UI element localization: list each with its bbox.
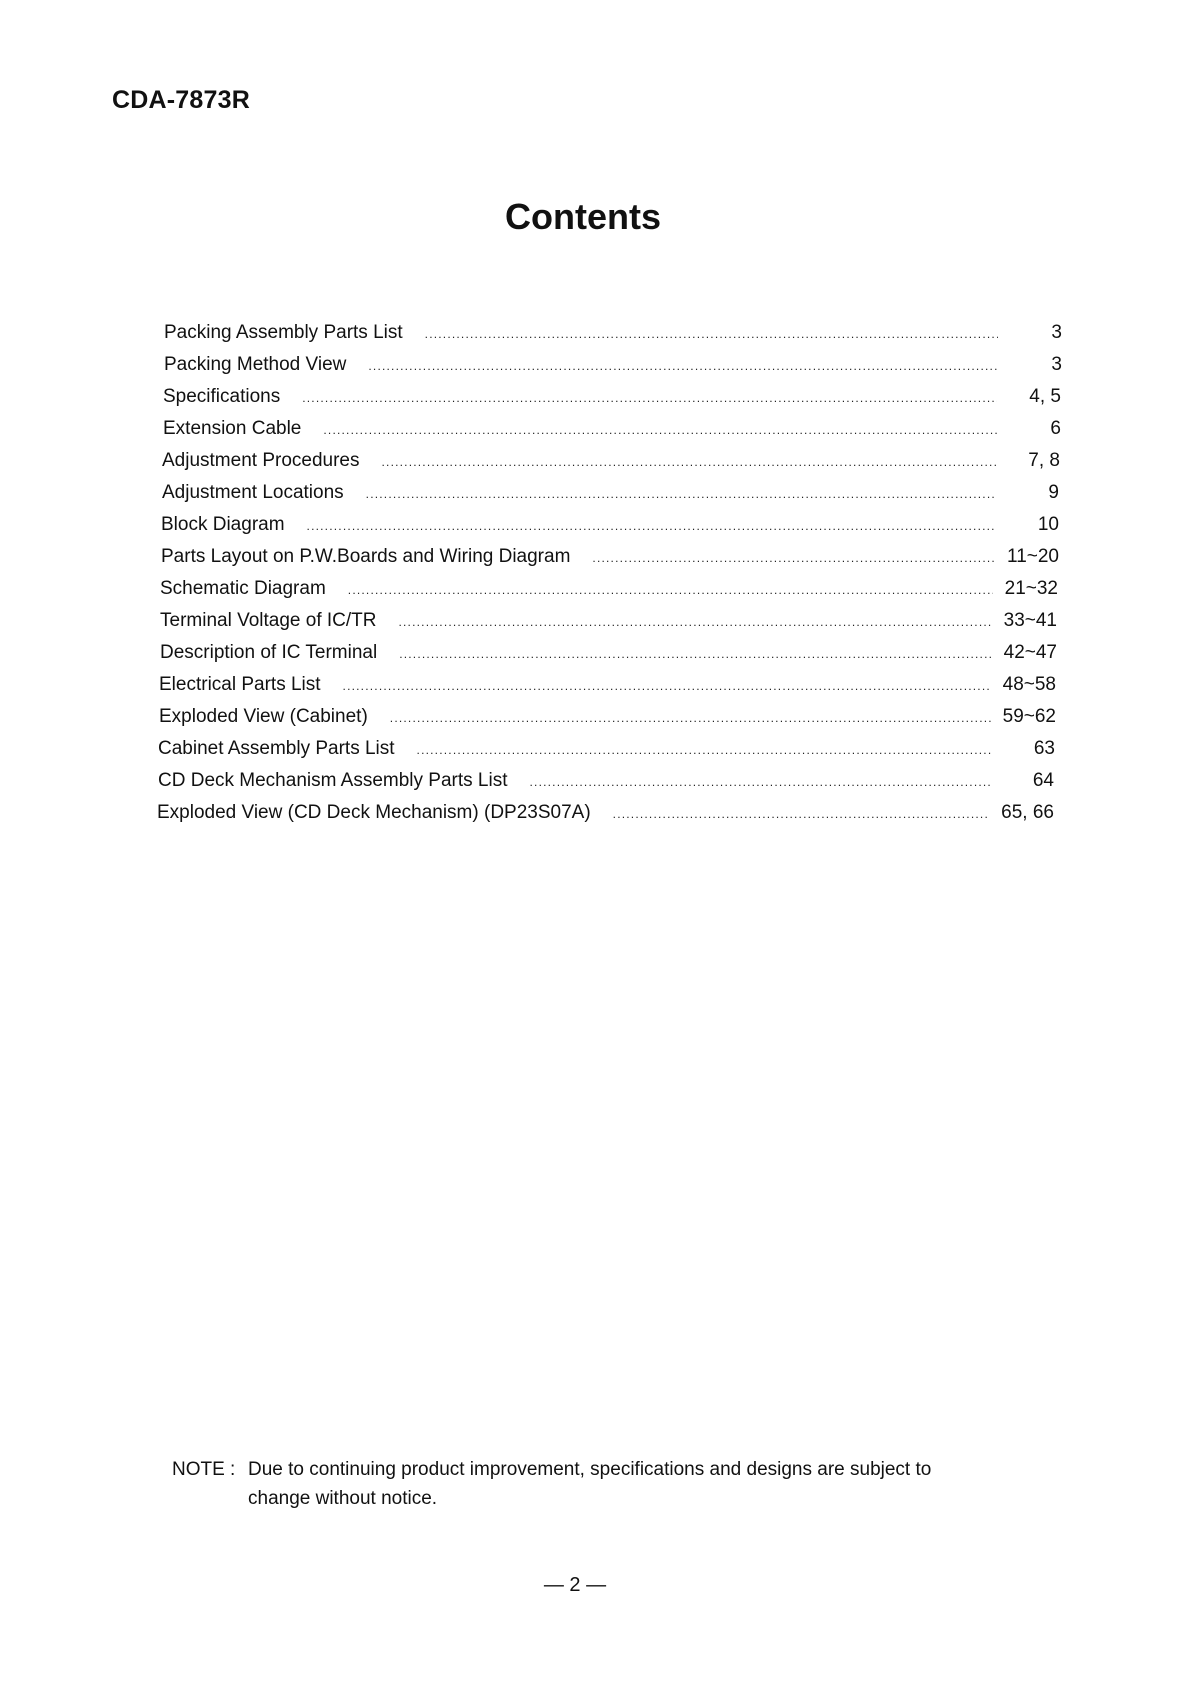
toc-entry-page: 64 xyxy=(1032,770,1054,791)
toc-leader-dots xyxy=(343,671,991,701)
toc-entry-label: Description of IC Terminal xyxy=(160,642,378,663)
toc-entry-label: Packing Assembly Parts List xyxy=(164,322,403,343)
toc-leader-dots xyxy=(368,351,998,381)
toc-leader-dots xyxy=(592,543,995,573)
page-title: Contents xyxy=(505,196,661,237)
toc-entry-label: CD Deck Mechanism Assembly Parts List xyxy=(158,770,508,791)
toc-entry-page: 3 xyxy=(1051,322,1062,343)
toc-leader-dots xyxy=(323,415,997,445)
toc-entry-page: 11~20 xyxy=(1007,546,1059,567)
toc-leader-dots xyxy=(302,383,997,413)
toc-entry-terminal-voltage[interactable] xyxy=(160,606,1057,636)
toc-leader-dots xyxy=(307,511,995,541)
toc-entry-page: 48~58 xyxy=(1002,674,1056,695)
toc-entry-page: 65, 66 xyxy=(1001,802,1054,823)
toc-entry-label: Terminal Voltage of IC/TR xyxy=(160,610,377,631)
toc-entry-exploded-view-cd-deck[interactable] xyxy=(157,798,1054,828)
toc-leader-dots xyxy=(425,319,998,349)
toc-leader-dots xyxy=(399,639,991,669)
toc-entry-description-ic-terminal[interactable] xyxy=(160,638,1057,668)
toc-entry-label: Extension Cable xyxy=(163,418,302,439)
toc-entry-schematic-diagram[interactable] xyxy=(160,574,1058,604)
toc-leader-dots xyxy=(417,735,991,765)
toc-entry-cd-deck-mechanism-parts-list[interactable] xyxy=(158,766,1054,796)
toc-entry-label: Cabinet Assembly Parts List xyxy=(158,738,395,759)
toc-entry-packing-method-view[interactable] xyxy=(164,350,1062,380)
toc-entry-page: 59~62 xyxy=(1002,706,1056,727)
toc-leader-dots xyxy=(348,575,993,605)
toc-entry-page: 33~41 xyxy=(1003,610,1057,631)
toc-entry-label: Exploded View (CD Deck Mechanism) (DP23S07A) xyxy=(157,802,591,823)
toc-entry-page: 7, 8 xyxy=(1028,450,1060,471)
note xyxy=(172,1455,978,1513)
toc-entry-label: Adjustment Locations xyxy=(162,482,344,503)
toc-entry-label: Schematic Diagram xyxy=(160,578,326,599)
toc-leader-dots xyxy=(390,703,991,733)
toc-entry-page: 42~47 xyxy=(1003,642,1057,663)
toc-entry-parts-layout-wiring-diagram[interactable] xyxy=(161,542,1059,572)
page-number: — 2 — xyxy=(543,1574,607,1596)
toc-entry-electrical-parts-list[interactable] xyxy=(159,670,1056,700)
toc-entry-page: 4, 5 xyxy=(1029,386,1061,407)
toc-entry-label: Specifications xyxy=(163,386,281,407)
model-number: CDA-7873R xyxy=(112,86,250,114)
toc-entry-specifications[interactable] xyxy=(163,382,1061,412)
toc-entry-exploded-view-cabinet[interactable] xyxy=(159,702,1056,732)
toc-leader-dots xyxy=(613,799,990,829)
toc-entry-label: Block Diagram xyxy=(161,514,285,535)
toc-entry-label: Electrical Parts List xyxy=(159,674,321,695)
toc-entry-cabinet-assembly-parts-list[interactable] xyxy=(158,734,1055,764)
toc-entry-adjustment-procedures[interactable] xyxy=(162,446,1060,476)
toc-entry-label: Exploded View (Cabinet) xyxy=(159,706,368,727)
toc-leader-dots xyxy=(530,767,991,797)
note-prefix: NOTE : xyxy=(172,1459,236,1480)
toc-leader-dots xyxy=(382,447,997,477)
toc-entry-block-diagram[interactable] xyxy=(161,510,1059,540)
toc-entry-extension-cable[interactable] xyxy=(163,414,1061,444)
toc-entry-page: 63 xyxy=(1033,738,1055,759)
toc-entry-label: Adjustment Procedures xyxy=(162,450,360,471)
toc-entry-label: Parts Layout on P.W.Boards and Wiring Diagram xyxy=(161,546,571,567)
toc-entry-page: 9 xyxy=(1048,482,1059,503)
toc-entry-page: 21~32 xyxy=(1004,578,1058,599)
toc-leader-dots xyxy=(366,479,995,509)
note-text: Due to continuing product improvement, specifications and designs are subject to change without notice. xyxy=(248,1459,932,1509)
toc-entry-adjustment-locations[interactable] xyxy=(162,478,1059,508)
toc-entry-page: 3 xyxy=(1051,354,1062,375)
toc-leader-dots xyxy=(398,607,991,637)
toc-entry-packing-assembly-parts-list[interactable] xyxy=(164,318,1062,348)
toc-entry-page: 10 xyxy=(1037,514,1059,535)
toc-entry-label: Packing Method View xyxy=(164,354,347,375)
toc-entry-page: 6 xyxy=(1050,418,1061,439)
